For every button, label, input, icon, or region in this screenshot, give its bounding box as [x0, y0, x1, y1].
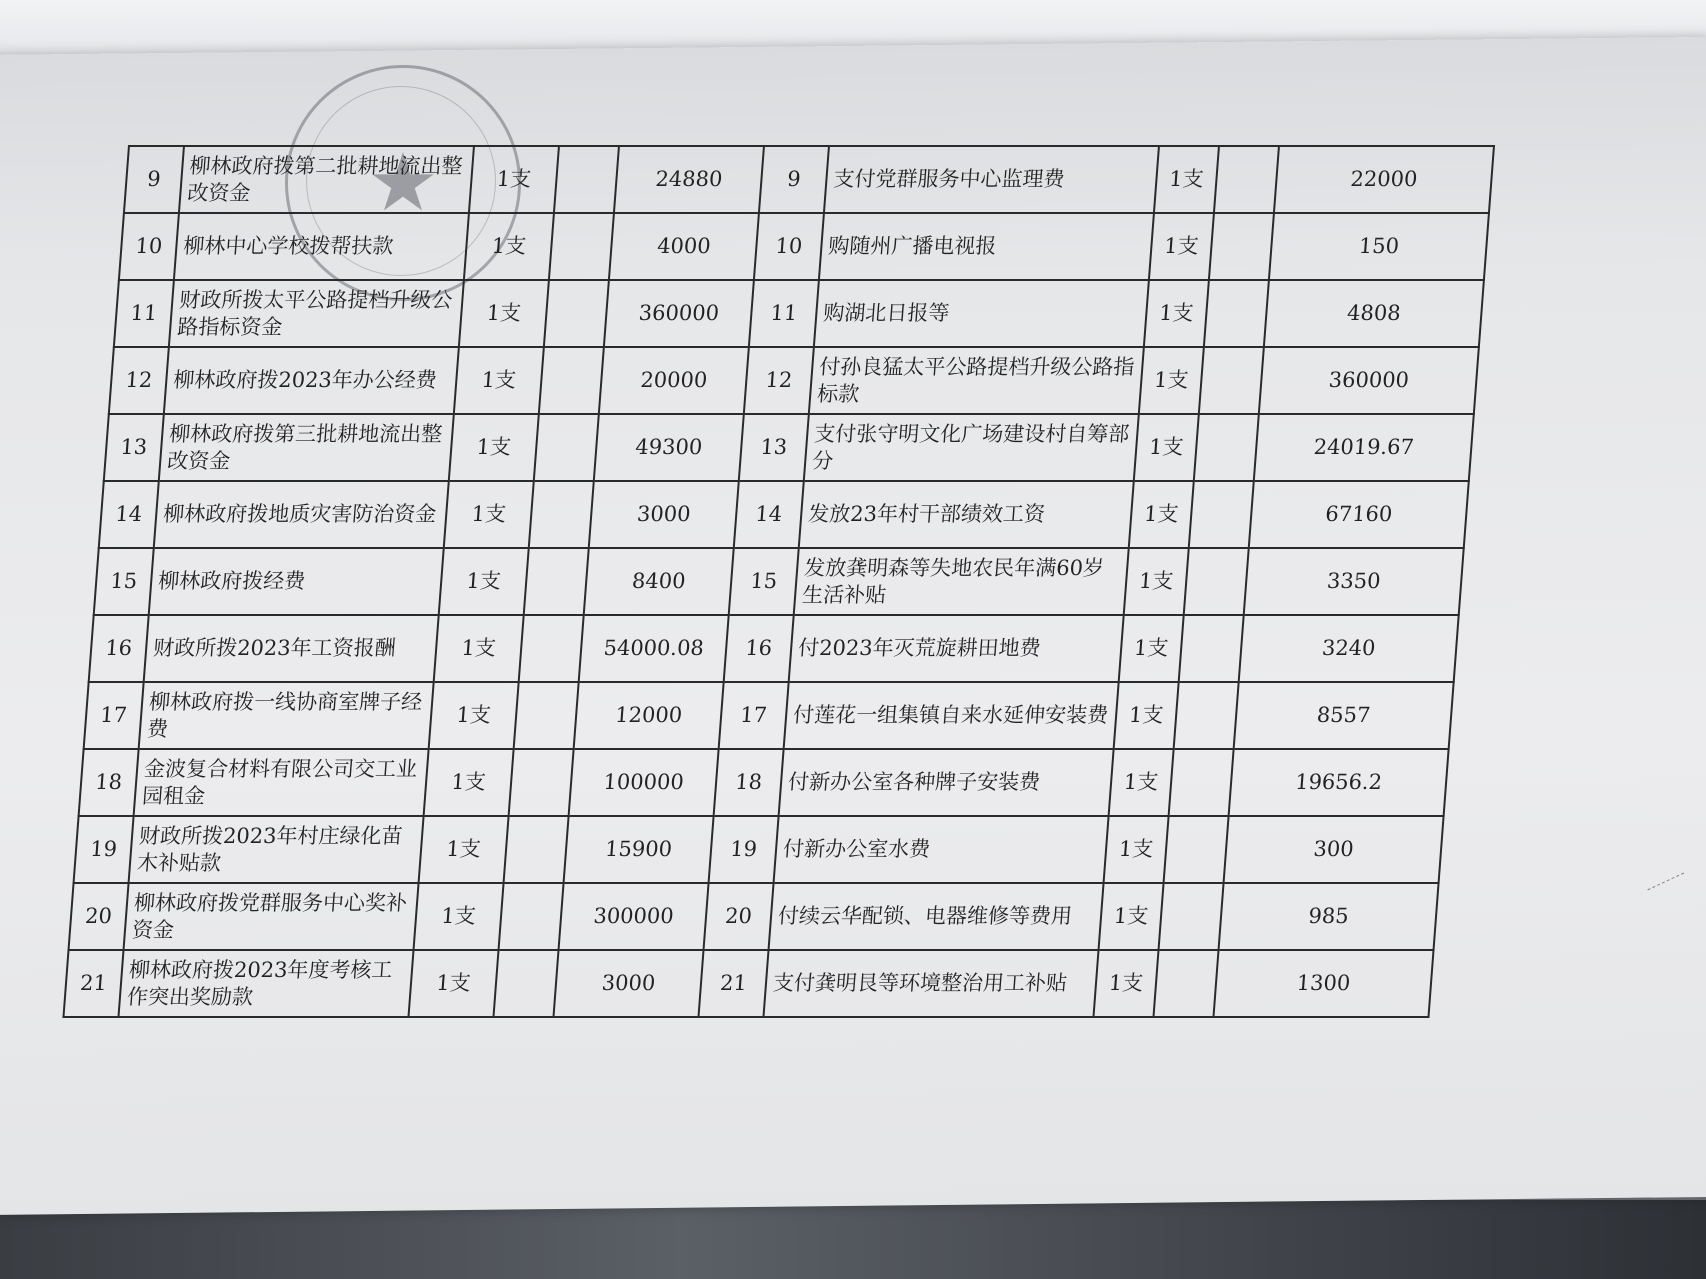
- income-amount-cell: 4000: [609, 213, 759, 280]
- expense-description-cell: 付新办公室水费: [774, 816, 1109, 883]
- income-number-cell: 16: [89, 615, 149, 682]
- table-row: [114, 280, 1484, 347]
- expense-quantity-cell: 1支: [1119, 615, 1184, 682]
- income-amount-cell: 54000.08: [579, 615, 729, 682]
- income-quantity-cell: 1支: [459, 280, 549, 347]
- expense-blank-cell: [1174, 682, 1239, 749]
- expense-number-cell: 18: [714, 749, 784, 816]
- income-number-cell: 10: [119, 213, 179, 280]
- expense-quantity-cell: 1支: [1099, 883, 1164, 950]
- expense-amount-cell: 4808: [1264, 280, 1484, 347]
- income-blank-cell: [534, 414, 599, 481]
- expense-description-cell: 付莲花一组集镇自来水延伸安装费: [784, 682, 1119, 749]
- income-number-cell: 19: [74, 816, 134, 883]
- income-amount-cell: 360000: [604, 280, 754, 347]
- income-quantity-cell: 1支: [414, 883, 504, 950]
- expense-number-cell: 19: [709, 816, 779, 883]
- income-amount-cell: 15900: [564, 816, 714, 883]
- table-row: [99, 481, 1469, 548]
- table-row: [84, 682, 1454, 749]
- income-quantity-cell: 1支: [434, 615, 524, 682]
- income-description-cell: 柳林政府拨党群服务中心奖补资金: [124, 883, 419, 950]
- expense-blank-cell: [1159, 883, 1224, 950]
- table-row: [69, 883, 1439, 950]
- expense-amount-cell: 3240: [1239, 615, 1459, 682]
- income-number-cell: 15: [94, 548, 154, 615]
- expense-number-cell: 16: [724, 615, 794, 682]
- table-row: [109, 347, 1479, 414]
- expense-description-cell: 购湖北日报等: [814, 280, 1149, 347]
- income-blank-cell: [544, 280, 609, 347]
- expense-description-cell: 付续云华配锁、电器维修等费用: [769, 883, 1104, 950]
- table-row: [74, 816, 1444, 883]
- expense-amount-cell: 3350: [1244, 548, 1464, 615]
- expense-description-cell: 付2023年灭荒旋耕田地费: [789, 615, 1124, 682]
- income-blank-cell: [549, 213, 614, 280]
- income-blank-cell: [529, 481, 594, 548]
- income-blank-cell: [504, 816, 569, 883]
- expense-amount-cell: 150: [1269, 213, 1489, 280]
- income-number-cell: 9: [124, 146, 184, 213]
- table-row: [89, 615, 1459, 682]
- income-quantity-cell: 1支: [424, 749, 514, 816]
- expense-number-cell: 21: [698, 950, 768, 1017]
- income-blank-cell: [514, 682, 579, 749]
- expense-amount-cell: 985: [1219, 883, 1439, 950]
- expense-number-cell: 15: [729, 548, 799, 615]
- income-quantity-cell: 1支: [419, 816, 509, 883]
- income-blank-cell: [524, 548, 589, 615]
- table-row: [94, 548, 1464, 615]
- table-row: [124, 146, 1494, 213]
- ledger-table: [62, 145, 1495, 1018]
- income-quantity-cell: 1支: [429, 682, 519, 749]
- income-amount-cell: 8400: [584, 548, 734, 615]
- income-description-cell: 柳林政府拨第二批耕地流出整改资金: [179, 146, 474, 213]
- expense-blank-cell: [1214, 146, 1279, 213]
- expense-description-cell: 支付龚明艮等环境整治用工补贴: [763, 950, 1098, 1017]
- income-amount-cell: 49300: [594, 414, 744, 481]
- income-number-cell: 11: [114, 280, 174, 347]
- income-description-cell: 柳林政府拨第三批耕地流出整改资金: [159, 414, 454, 481]
- expense-amount-cell: 360000: [1259, 347, 1479, 414]
- table-row: [104, 414, 1474, 481]
- expense-blank-cell: [1194, 414, 1259, 481]
- expense-blank-cell: [1184, 548, 1249, 615]
- income-quantity-cell: 1支: [454, 347, 544, 414]
- expense-number-cell: 14: [734, 481, 804, 548]
- expense-description-cell: 支付张守明文化广场建设村自筹部分: [804, 414, 1139, 481]
- income-blank-cell: [554, 146, 619, 213]
- income-quantity-cell: 1支: [469, 146, 559, 213]
- expense-quantity-cell: 1支: [1129, 481, 1194, 548]
- expense-description-cell: 付孙良猛太平公路提档升级公路指标款: [809, 347, 1144, 414]
- income-blank-cell: [499, 883, 564, 950]
- expense-quantity-cell: 1支: [1124, 548, 1189, 615]
- expense-number-cell: 13: [739, 414, 809, 481]
- income-description-cell: 财政所拨2023年工资报酬: [144, 615, 439, 682]
- expense-description-cell: 发放23年村干部绩效工资: [799, 481, 1134, 548]
- expense-description-cell: 支付党群服务中心监理费: [824, 146, 1159, 213]
- income-amount-cell: 12000: [574, 682, 724, 749]
- expense-number-cell: 17: [719, 682, 789, 749]
- expense-blank-cell: [1189, 481, 1254, 548]
- income-number-cell: 17: [84, 682, 144, 749]
- expense-description-cell: 发放龚明森等失地农民年满60岁生活补贴: [794, 548, 1129, 615]
- income-amount-cell: 24880: [614, 146, 764, 213]
- income-description-cell: 柳林中心学校拨帮扶款: [174, 213, 469, 280]
- income-number-cell: 21: [63, 950, 123, 1017]
- expense-quantity-cell: 1支: [1104, 816, 1169, 883]
- expense-quantity-cell: 1支: [1093, 950, 1158, 1017]
- income-number-cell: 20: [69, 883, 129, 950]
- income-description-cell: 柳林政府拨2023年度考核工作突出奖励款: [118, 950, 413, 1017]
- expense-blank-cell: [1169, 749, 1234, 816]
- expense-quantity-cell: 1支: [1139, 347, 1204, 414]
- table-row: [119, 213, 1489, 280]
- expense-blank-cell: [1179, 615, 1244, 682]
- table-row: [79, 749, 1449, 816]
- income-quantity-cell: 1支: [444, 481, 534, 548]
- official-seal-stamp: ★: [285, 65, 521, 301]
- income-number-cell: 12: [109, 347, 169, 414]
- income-amount-cell: 20000: [599, 347, 749, 414]
- expense-number-cell: 10: [754, 213, 824, 280]
- income-quantity-cell: 1支: [464, 213, 554, 280]
- expense-quantity-cell: 1支: [1154, 146, 1219, 213]
- expense-quantity-cell: 1支: [1134, 414, 1199, 481]
- income-amount-cell: 3000: [553, 950, 703, 1017]
- expense-description-cell: 付新办公室各种牌子安装费: [779, 749, 1114, 816]
- income-blank-cell: [519, 615, 584, 682]
- expense-number-cell: 12: [744, 347, 814, 414]
- expense-amount-cell: 300: [1224, 816, 1444, 883]
- expense-amount-cell: 19656.2: [1229, 749, 1449, 816]
- expense-blank-cell: [1199, 347, 1264, 414]
- income-blank-cell: [539, 347, 604, 414]
- income-quantity-cell: 1支: [408, 950, 498, 1017]
- income-description-cell: 柳林政府拨经费: [149, 548, 444, 615]
- income-quantity-cell: 1支: [449, 414, 539, 481]
- income-amount-cell: 300000: [559, 883, 709, 950]
- expense-number-cell: 20: [704, 883, 774, 950]
- expense-number-cell: 9: [759, 146, 829, 213]
- expense-blank-cell: [1209, 213, 1274, 280]
- income-description-cell: 柳林政府拨2023年办公经费: [164, 347, 459, 414]
- expense-amount-cell: 24019.67: [1254, 414, 1474, 481]
- income-description-cell: 柳林政府拨一线协商室牌子经费: [139, 682, 434, 749]
- income-number-cell: 13: [104, 414, 164, 481]
- expense-blank-cell: [1204, 280, 1269, 347]
- income-amount-cell: 100000: [569, 749, 719, 816]
- income-description-cell: 财政所拨2023年村庄绿化苗木补贴款: [129, 816, 424, 883]
- expense-description-cell: 购随州广播电视报: [819, 213, 1154, 280]
- expense-amount-cell: 67160: [1249, 481, 1469, 548]
- income-quantity-cell: 1支: [439, 548, 529, 615]
- income-blank-cell: [493, 950, 558, 1017]
- expense-amount-cell: 1300: [1213, 950, 1433, 1017]
- expense-blank-cell: [1164, 816, 1229, 883]
- income-amount-cell: 3000: [589, 481, 739, 548]
- income-description-cell: 金波复合材料有限公司交工业园租金: [134, 749, 429, 816]
- expense-quantity-cell: 1支: [1109, 749, 1174, 816]
- income-number-cell: 18: [79, 749, 139, 816]
- expense-quantity-cell: 1支: [1144, 280, 1209, 347]
- income-description-cell: 财政所拨太平公路提档升级公路指标资金: [169, 280, 464, 347]
- expense-blank-cell: [1153, 950, 1218, 1017]
- expense-quantity-cell: 1支: [1149, 213, 1214, 280]
- expense-amount-cell: 22000: [1274, 146, 1494, 213]
- expense-amount-cell: 8557: [1234, 682, 1454, 749]
- income-number-cell: 14: [99, 481, 159, 548]
- expense-quantity-cell: 1支: [1114, 682, 1179, 749]
- table-row: [63, 950, 1433, 1017]
- expense-number-cell: 11: [749, 280, 819, 347]
- income-blank-cell: [509, 749, 574, 816]
- income-description-cell: 柳林政府拨地质灾害防治资金: [154, 481, 449, 548]
